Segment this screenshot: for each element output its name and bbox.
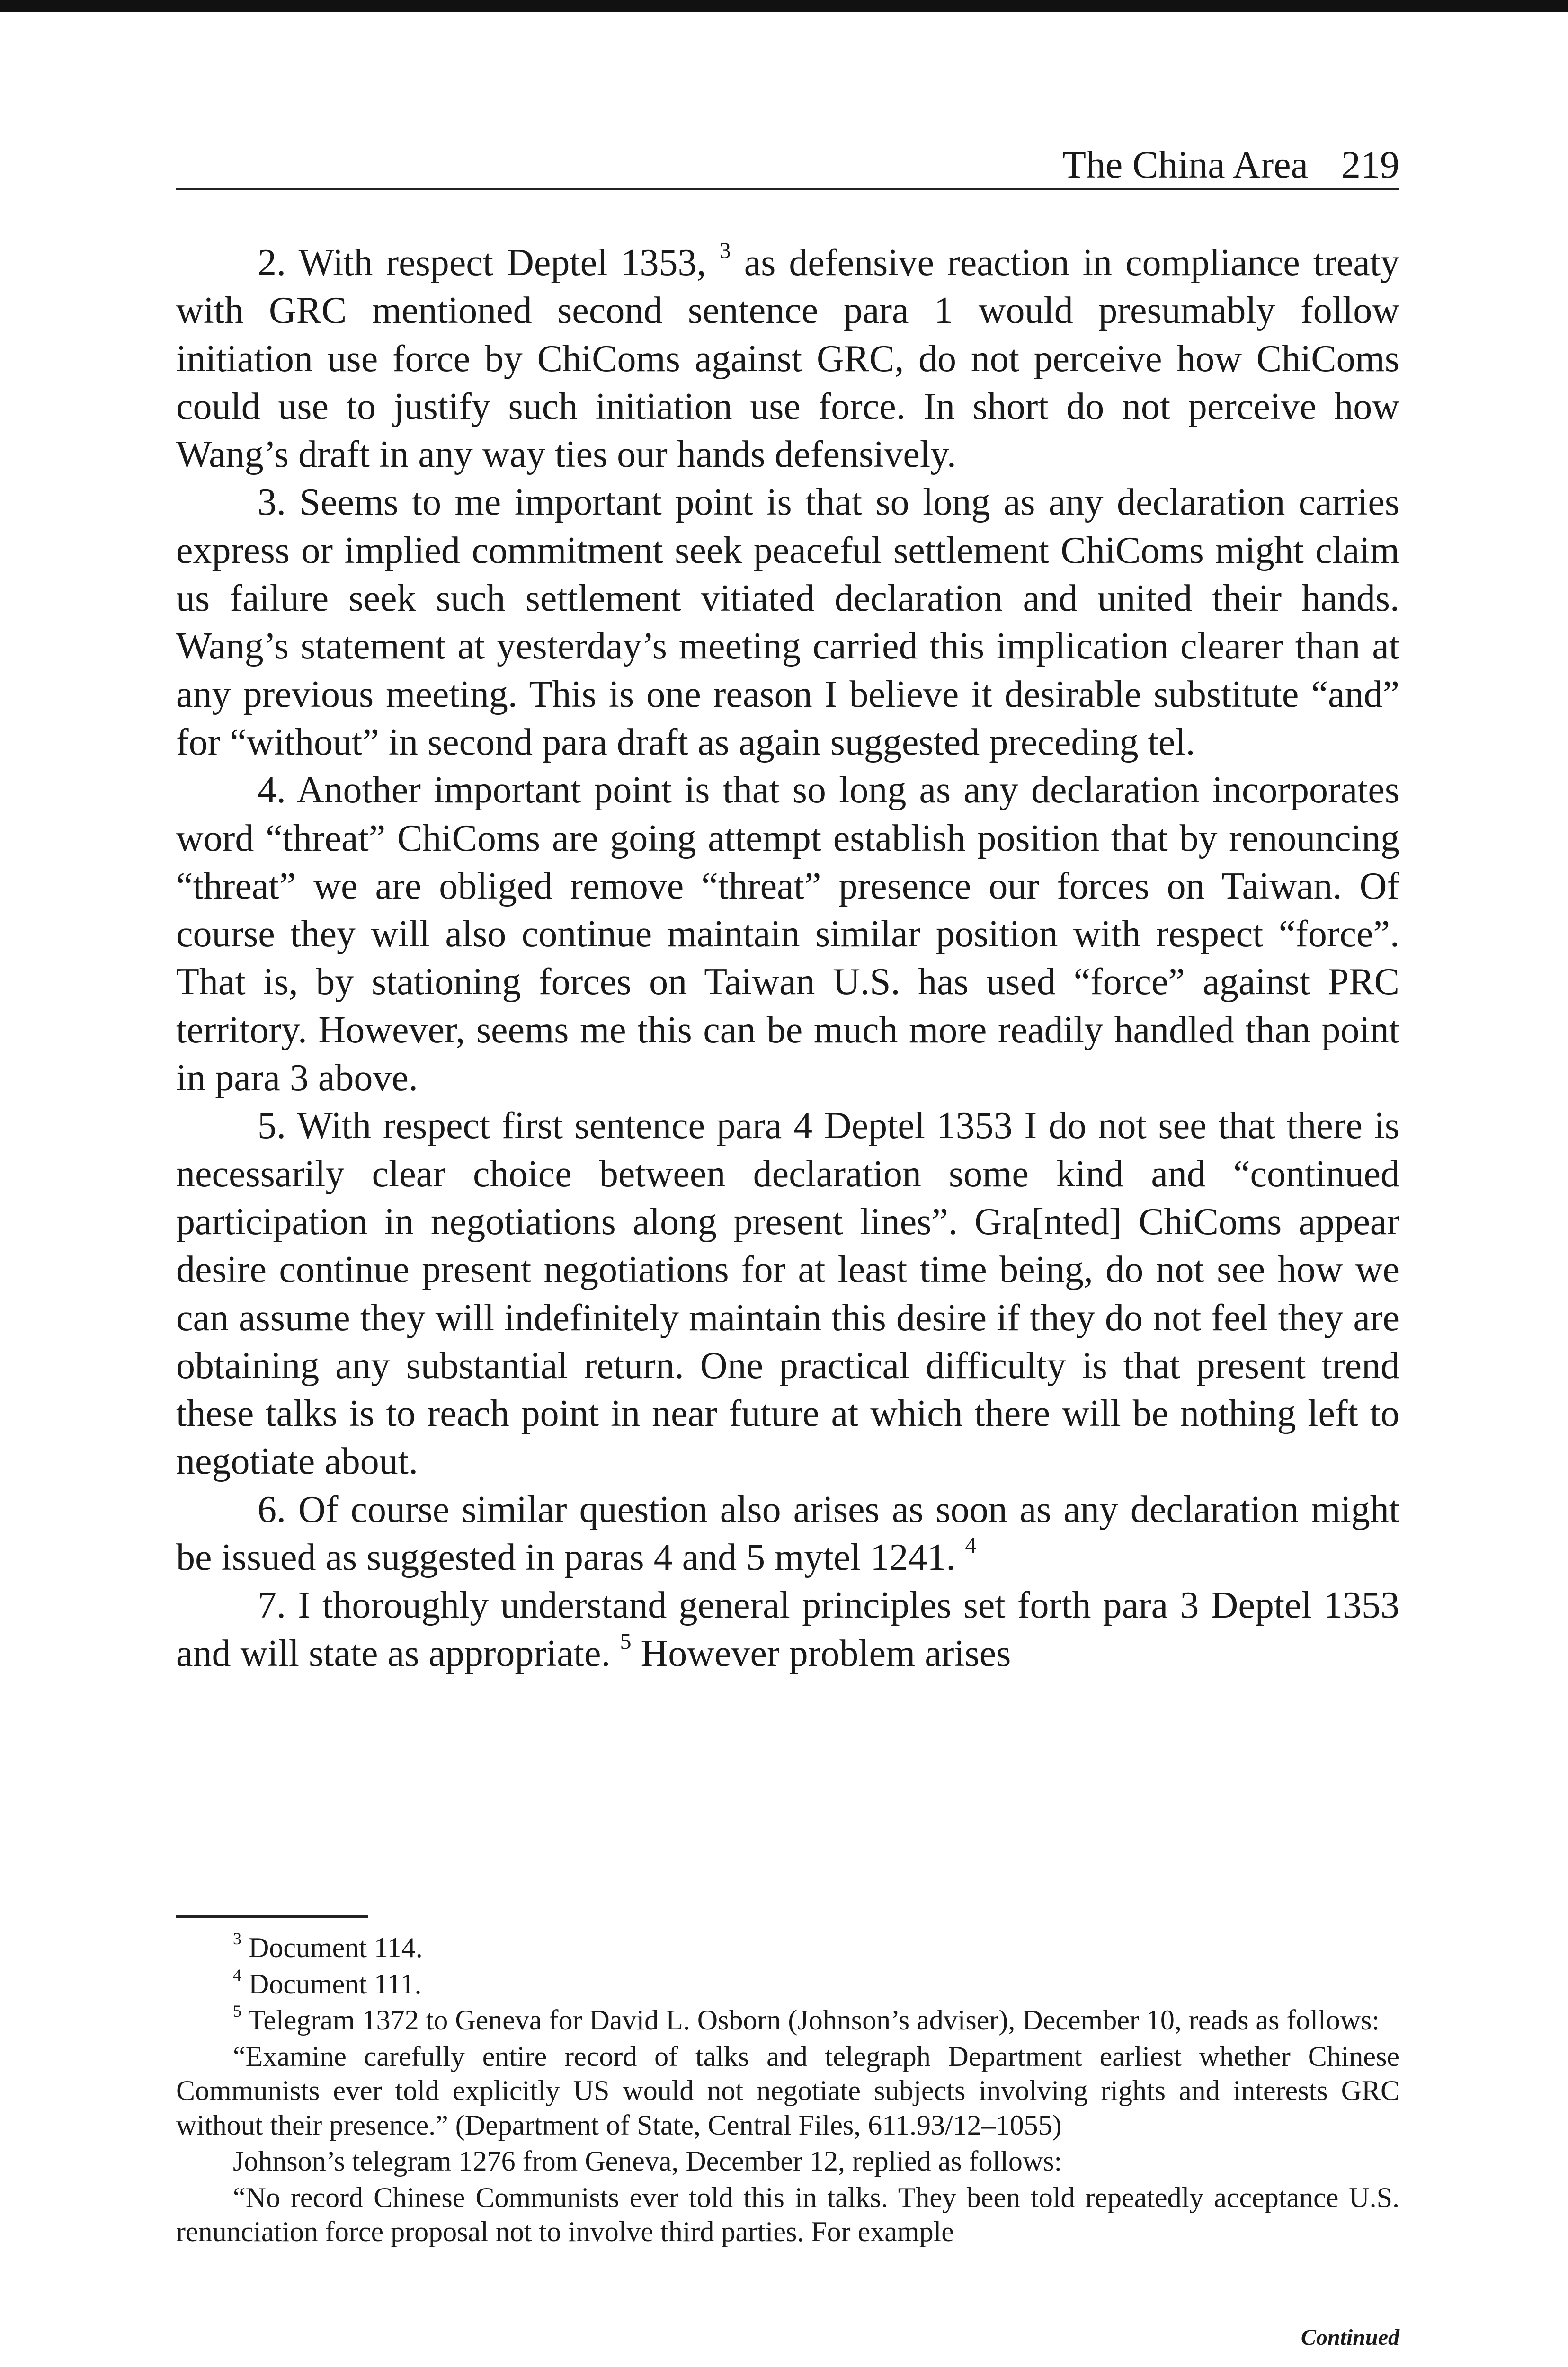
body-text [176, 239, 1399, 1678]
footnotes [176, 1931, 1399, 2251]
footnote-5-reply-quote: “No record Chinese Communists ever told this in talks. They been told repeatedly acceptance U.S. renunciation force proposal not to involve third parties. For example [176, 2181, 1399, 2247]
paragraph-7: 7. I thoroughly understand general principles set forth para 3 Deptel 1353 and will state as appropriate. $^5$ However problem arises [176, 1584, 1399, 1674]
page-number: 219 [1341, 143, 1399, 186]
continued-marker: Continued [1301, 2325, 1399, 2350]
running-header [176, 137, 1399, 190]
footnote-5: $^5$ Telegram 1372 to Geneva for David L. Osborn (Johnson’s adviser), December 10, reads as follows: [233, 2002, 1380, 2036]
footnote-4: $^4$ Document 111. [233, 1965, 422, 2000]
footnote-rule [176, 1915, 368, 1918]
paragraph-3: 3. Seems to me important point is that so long as any declaration carries express or implied commitment seek peaceful settlement ChiComs might claim us failure seek such settlement vitiated declaration and united their hands. Wang’s statement at yesterday’s meeting carried this implication clearer than at any previous meeting. This is one reason I believe it desirable substitute “and” for “without” in second para draft as again suggested preceding tel. [176, 481, 1399, 763]
paragraph-5: 5. With respect first sentence para 4 Deptel 1353 I do not see that there is necessarily clear choice between declaration some kind and “continued participation in negotiations along present lines”. Gra[nted] ChiComs appear desire continue present negotiations for at least time being, do not see how we can assume they will indefinitely maintain this desire if they do not feel they are obtaining any substantial return. One practical difficulty is that present trend these talks is to reach point in near future at which there will be nothing left to negotiate about. [176, 1105, 1399, 1483]
footnote-5-quote: “Examine carefully entire record of talks and telegraph Department earliest whether Chinese Communists ever told explicitly US would not negotiate subjects involving rights and interests GRC without their presence.” (Department of State, Central Files, 611.93/12–1055) [176, 2040, 1399, 2141]
paragraph-2: 2. With respect Deptel 1353, $^3$ as defensive reaction in compliance treaty with GRC mentioned second sentence para 1 would presumably follow initiation use force by ChiComs against GRC, do not perceive how ChiComs could use to justify such initiation use force. In short do not perceive how Wang’s draft in any way ties our hands defensively. [176, 238, 1400, 476]
running-title: The China Area [1062, 143, 1308, 186]
footnote-ref-4: 4 [965, 1533, 977, 1558]
footnote-3: $^3$ Document 114. [233, 1929, 423, 1963]
paragraph-4: 4. Another important point is that so long as any declaration incorporates word “threat” ChiComs are going attempt establish position that by renouncing “threat” we are obliged remove “threat” presence our forces on Taiwan. Of course they will also continue maintain similar position with respect “force”. That is, by stationing forces on Taiwan U.S. has used “force” against PRC territory. However, seems me this can be much more readily handled than point in para 3 above. [176, 769, 1399, 1099]
footnote-5-reply-intro: Johnson’s telegram 1276 from Geneva, December 12, replied as follows: [233, 2145, 1062, 2177]
top-border [0, 0, 1568, 12]
paragraph-6: 6. Of course similar question also arises as soon as any declaration might be issued as suggested in paras 4 and 5 mytel 1241. $^4$ [176, 1488, 1399, 1579]
footnote-ref-3: 3 [719, 238, 731, 263]
footnote-ref-5: 5 [620, 1628, 632, 1654]
